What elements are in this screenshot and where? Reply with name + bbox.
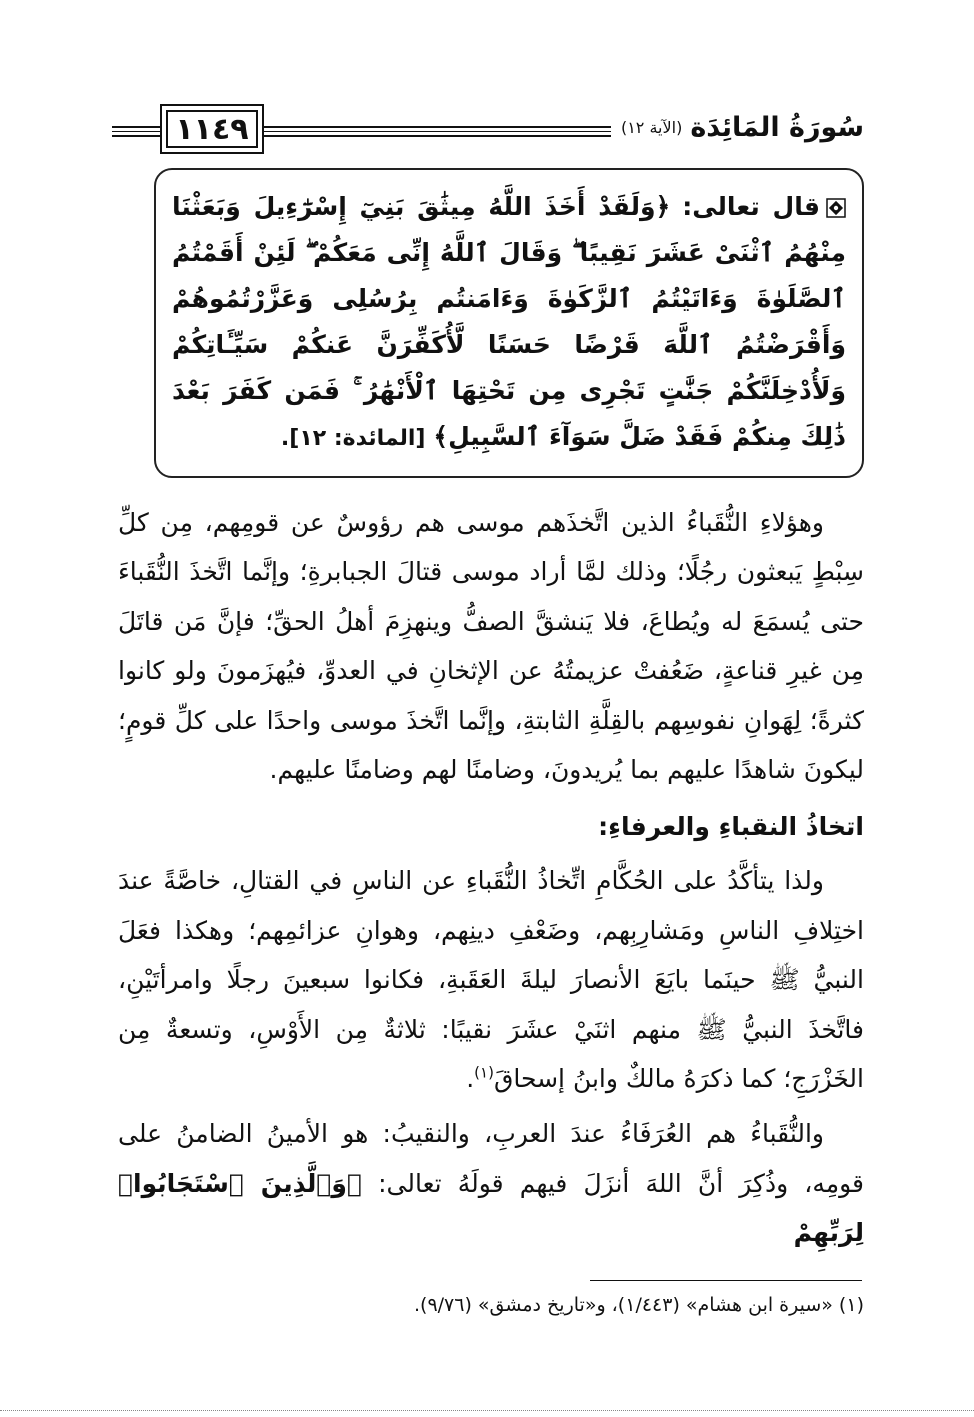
page-number-frame bbox=[160, 104, 264, 154]
surah-name: سُورَةُ المَائِدَة bbox=[690, 111, 864, 143]
footnote-reference[interactable]: (١) bbox=[474, 1063, 494, 1082]
paragraph-naqib-explanation: وهؤلاءِ النُّقَباءُ الذين اتَّخذَهم موسى هم رؤوسٌ عن قومِهم، مِن كلِّ سِبْطٍ يَبعثون رجُلًا؛ وذلك لمَّا أراد موسى قتالَ الجبابرةِ؛ وإنَّما اتَّخذَ النُّقَباءَ حتى يُسمَعَ له ويُطاعَ، فلا يَنشقَّ الصفُّ وينهزِمَ أهلُ الحقِّ؛ فإنَّ مَن قاتَلَ مِن غيرِ قناعةٍ، ضَعُفتْ عزيمتُهُ عن الإثخانِ في العدوِّ، فيُهزَمونَ ولو كانوا كثرةً؛ لِهَوانِ نفوسِهم بالقِلَّةِ الثابتةِ، وإنَّما اتَّخذَ موسى واحدًا على كلِّ قومٍ؛ ليكونَ شاهدًا عليهم بما يُريدونَ، وضامنًا لهم وضامنًا عليهم. bbox=[118, 508, 864, 785]
quran-ayah: ﴿وَلَقَدْ أَخَذَ اللَّهُ مِيثَٰقَ بَنِيٓ إِسْرَٰٓءِيلَ وَبَعَثْنَا مِنْهُمُ ٱثْنَىْ عَشَرَ نَقِيبًا ۖ وَقَالَ ٱللَّهُ إِنِّى مَعَكُمْ ۖ لَئِنْ أَقَمْتُمُ ٱلصَّلَوٰةَ وَءَاتَيْتُمُ ٱلزَّكَوٰةَ وَءَامَنتُم بِرُسُلِى وَعَزَّرْتُمُوهُمْ وَأَقْرَضْتُمُ ٱللَّهَ قَرْضًا حَسَنًا لَّأُكَفِّرَنَّ عَنكُمْ سَيِّـَٔاتِكُمْ وَلَأُدْخِلَنَّكُمْ جَنَّٰتٍ تَجْرِى مِن تَحْتِهَا ٱلْأَنْهَٰرُ ۚ فَمَن كَفَرَ بَعْدَ ذَٰلِكَ مِنكُمْ فَقَدْ ضَلَّ سَوَآءَ ٱلسَّبِيلِ﴾ bbox=[172, 192, 846, 451]
paragraph-text: ولذا يتأكَّدُ على الحُكَّامِ اتِّخاذُ النُّقَباءِ عن الناسِ في القتالِ، خاصَّةً عندَ اختِلافِ الناسِ ومَشارِبِهم، وضَعْفِ دينِهم، وهوانِ عزائمِهم؛ وهكذا فعَلَ النبيُّ ﷺ حينَما بايَعَ الأنصارَ ليلةَ العَقَبةِ، فكانوا سبعينَ رجلًا وامرأتَيْنِ، فاتَّخذَ النبيُّ ﷺ منهم اثنَيْ عشَرَ نقيبًا: ثلاثةٌ مِن الأَوْسِ، وتسعةٌ مِن الخَزْرَجِ؛ كما ذكرَهُ مالكٌ وابنُ إسحاقَ bbox=[118, 866, 864, 1094]
quran-verse-box bbox=[154, 168, 864, 478]
footnote-separator bbox=[590, 1280, 862, 1281]
paragraph-text: والنُّقَباءُ هم العُرَفَاءُ عندَ العربِ، والنقيبُ: هو الأمينُ الضامنُ على قومِه، وذُكِرَ أنَّ اللهَ أنزَلَ فيهم قولَهُ تعالى: bbox=[118, 1119, 864, 1198]
page-header bbox=[112, 102, 864, 158]
ornament-flower-icon bbox=[826, 198, 846, 218]
page-number: ١١٤٩ bbox=[166, 110, 258, 148]
quran-intro: قال تعالى: bbox=[682, 192, 820, 221]
paragraph-rulers-duty bbox=[118, 856, 864, 1103]
footnote: (١) «سيرة ابن هشام» (١/٤٤٣)، و«تاريخ دمشق» (٩/٧٦). bbox=[414, 1294, 864, 1316]
paragraph-end: . bbox=[466, 1064, 475, 1094]
body-text bbox=[118, 498, 864, 1258]
verse-reference: (الآية ١٢) bbox=[620, 117, 683, 137]
quran-quote: ﴿وَٱلَّذِينَ ٱسْتَجَابُوا۟ لِرَبِّهِمْ bbox=[118, 1168, 864, 1248]
quran-citation: [المائدة: ١٢]. bbox=[280, 426, 426, 451]
section-heading: اتخاذُ النقباءِ والعرفاءِ: bbox=[598, 812, 864, 842]
page-edge bbox=[0, 1410, 974, 1411]
paragraph-urafa bbox=[118, 1109, 864, 1257]
quran-verse-text bbox=[172, 184, 846, 462]
surah-title bbox=[611, 102, 864, 152]
